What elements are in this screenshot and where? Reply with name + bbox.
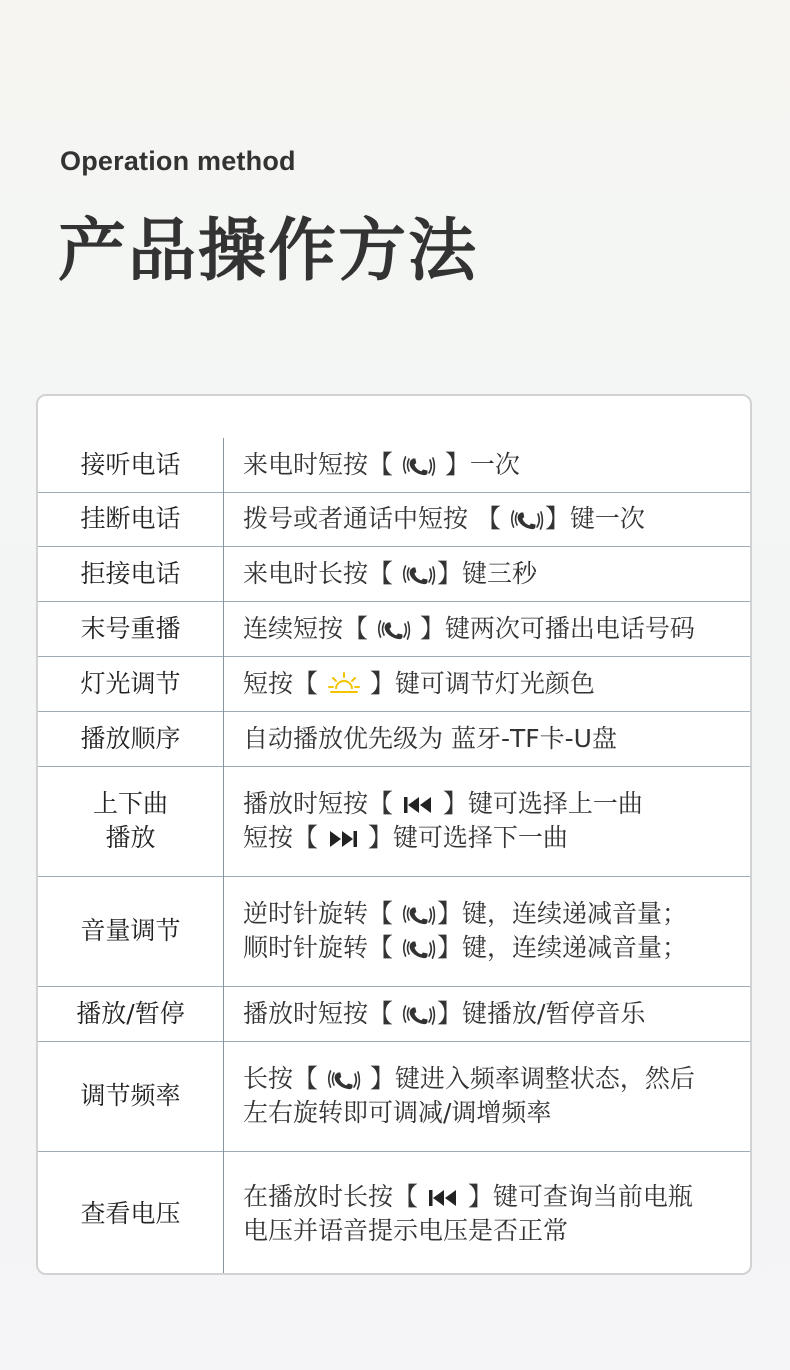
description-text: 来电时长按【 (243, 558, 401, 588)
page-title: 产品操作方法 (58, 212, 479, 291)
description-text: 】键可查询当前电瓶 (459, 1182, 693, 1211)
description-text: 电压并语音提示电压是否正常 (243, 1216, 569, 1245)
row-label: 灯光调节 (38, 656, 224, 711)
description-text: 】键可调节灯光颜色 (361, 668, 595, 698)
phone-knob-icon (377, 615, 411, 645)
description-text: 顺时针旋转【 (243, 933, 401, 962)
row-description (243, 656, 744, 711)
description-line (243, 1214, 744, 1248)
description-line (243, 557, 744, 591)
row-description (243, 986, 744, 1041)
table-row (38, 1041, 752, 1152)
description-text: 】键三秒 (436, 558, 537, 588)
description-text: 来电时短按【 (243, 450, 401, 479)
description-text: 连续短按【 (243, 613, 376, 643)
description-text: 自动播放优先级为 蓝牙-TF卡-U盘 (243, 723, 617, 753)
phone-knob-icon (402, 934, 436, 964)
row-label: 播放顺序 (38, 711, 224, 766)
row-label: 音量调节 (38, 876, 224, 986)
phone-knob-icon (327, 1065, 361, 1095)
row-label: 末号重播 (38, 601, 224, 656)
table-row (38, 438, 752, 493)
table-row (38, 546, 752, 602)
table-row (38, 876, 752, 987)
row-description (243, 711, 744, 766)
description-line (243, 448, 744, 482)
row-label: 调节频率 (38, 1041, 224, 1151)
phone-knob-icon (402, 560, 436, 590)
description-line (243, 997, 744, 1031)
row-label: 拒接电话 (38, 546, 224, 601)
row-label (38, 766, 224, 876)
row-description (243, 438, 744, 492)
sun-icon (327, 670, 361, 700)
phone-knob-icon (402, 451, 436, 481)
row-description (243, 766, 744, 876)
description-text: 短按【 (243, 668, 326, 698)
table-row (38, 711, 752, 767)
description-line (243, 821, 744, 855)
section-subtitle: Operation method (60, 146, 296, 176)
table-row (38, 986, 752, 1042)
row-label: 播放/暂停 (38, 986, 224, 1041)
next-track-icon (327, 828, 359, 850)
row-description (243, 546, 744, 601)
description-text: 】键一次 (544, 504, 645, 533)
phone-knob-icon (510, 505, 544, 535)
description-text: 】键播放/暂停音乐 (436, 998, 646, 1028)
previous-track-icon (427, 1187, 459, 1209)
description-text: 播放时短按【 (243, 789, 401, 818)
description-line (243, 897, 744, 931)
description-text: 】键进入频率调整状态，然后 (361, 1064, 695, 1093)
description-line (243, 502, 744, 536)
description-text: 拨号或者通话中短按 【 (243, 504, 509, 533)
description-text: 】键可选择下一曲 (359, 823, 568, 852)
row-label-line: 播放 (105, 823, 156, 852)
description-text: 长按【 (243, 1064, 326, 1093)
description-text: 】键，连续递减音量； (436, 933, 687, 962)
description-text: 逆时针旋转【 (243, 899, 401, 928)
description-line (243, 667, 744, 701)
description-text: 在播放时长按【 (243, 1182, 426, 1211)
row-label: 接听电话 (38, 438, 224, 492)
description-text: 播放时短按【 (243, 998, 401, 1028)
row-description (243, 1151, 744, 1275)
table-row (38, 766, 752, 877)
description-line (243, 612, 744, 646)
row-label-line: 上下曲 (92, 789, 168, 818)
description-text: 】键两次可播出电话号码 (411, 613, 695, 643)
description-text: 短按【 (243, 823, 326, 852)
table-row (38, 1151, 752, 1275)
row-description (243, 601, 744, 656)
row-description (243, 876, 744, 986)
row-description (243, 1041, 744, 1151)
description-text: 左右旋转即可调减/调增频率 (243, 1098, 552, 1127)
decorative-lines-icon (684, 256, 732, 282)
description-line (243, 1180, 744, 1214)
description-line (243, 931, 744, 965)
table-row (38, 601, 752, 657)
previous-track-icon (402, 794, 434, 816)
table-row (38, 656, 752, 712)
operation-table (36, 394, 752, 1275)
phone-knob-icon (402, 1000, 436, 1030)
description-line (243, 1096, 744, 1130)
row-label: 查看电压 (38, 1151, 224, 1275)
row-label: 挂断电话 (38, 492, 224, 546)
table-row (38, 492, 752, 547)
description-text: 】键，连续递减音量； (436, 899, 687, 928)
row-description (243, 492, 744, 546)
description-line (243, 787, 744, 821)
description-text: 】键可选择上一曲 (434, 789, 643, 818)
description-text: 】一次 (436, 450, 520, 479)
phone-knob-icon (402, 900, 436, 930)
description-line (243, 1062, 744, 1096)
description-line (243, 722, 744, 756)
